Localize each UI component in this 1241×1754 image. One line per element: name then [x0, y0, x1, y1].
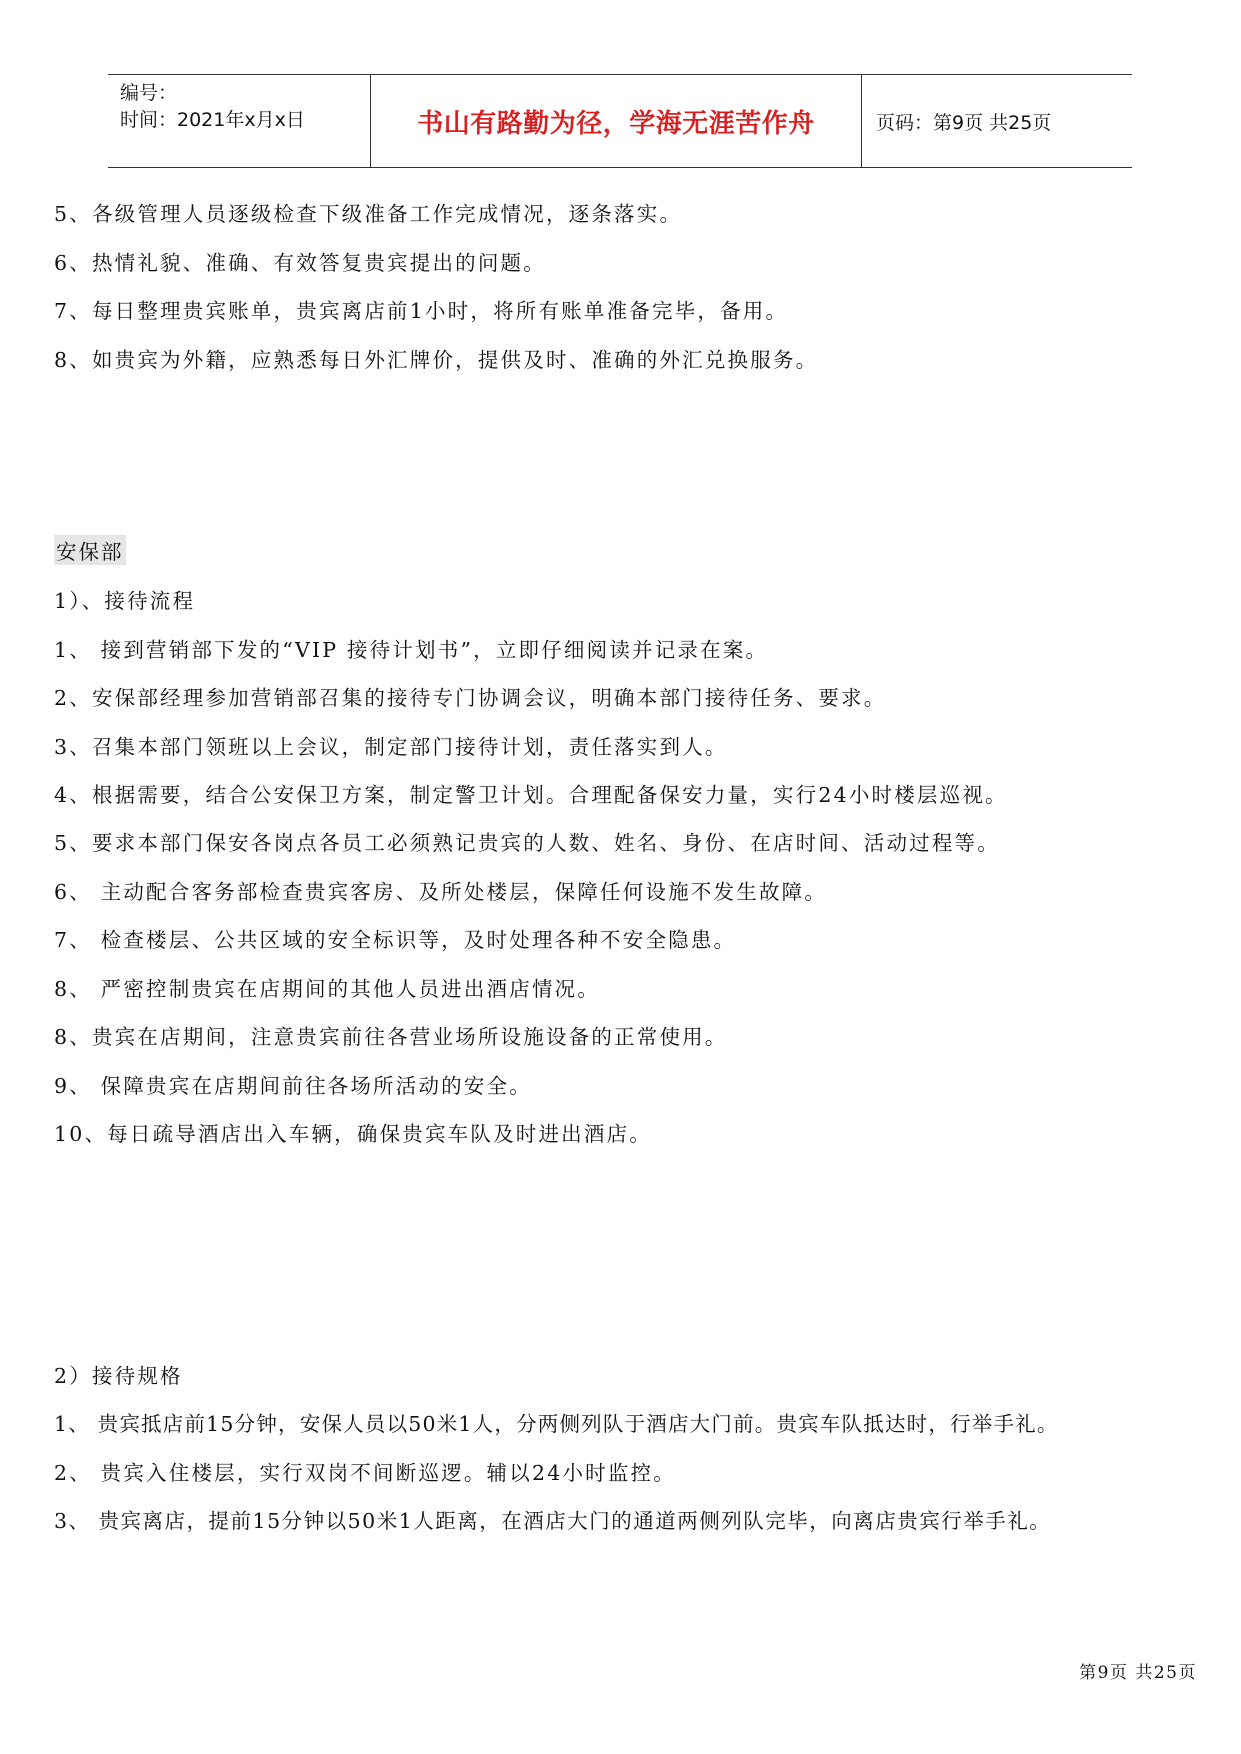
list-item: 7、每日整理贵宾账单，贵宾离店前1小时，将所有账单准备完毕，备用。: [54, 299, 789, 323]
list-item: 5、各级管理人员逐级检查下级准备工作完成情况，逐条落实。: [54, 202, 683, 226]
page-footer: 第9页 共25页: [1079, 1663, 1197, 1683]
list-item: 8、贵宾在店期间，注意贵宾前往各营业场所设施设备的正常使用。: [54, 1025, 728, 1049]
list-item: 7、 检查楼层、公共区域的安全标识等，及时处理各种不安全隐患。: [54, 928, 737, 952]
list-item: 1、 贵宾抵店前15分钟，安保人员以50米1人，分两侧列队于酒店大门前。贵宾车队抵达时，行举手礼。: [54, 1412, 1059, 1436]
list-item: 3、 贵宾离店，提前15分钟以50米1人距离，在酒店大门的通道两侧列队完毕，向离店贵宾行举手礼。: [54, 1509, 1052, 1533]
list-item: 2、安保部经理参加营销部召集的接待专门协调会议，明确本部门接待任务、要求。: [54, 686, 887, 710]
subsection-title: 1）、接待流程: [54, 589, 196, 613]
list-item: 2、 贵宾入住楼层，实行双岗不间断巡逻。辅以24小时监控。: [54, 1461, 676, 1485]
serial-label: 编号：: [120, 82, 178, 104]
motto: 书山有路勤为径，学海无涯苦作舟: [417, 108, 815, 139]
list-item: 5、要求本部门保安各岗点各员工必须熟记贵宾的人数、姓名、身份、在店时间、活动过程等。: [54, 831, 1000, 855]
list-item: 10、每日疏导酒店出入车辆，确保贵宾车队及时进出酒店。: [54, 1122, 652, 1146]
list-item: 8、 严密控制贵宾在店期间的其他人员进出酒店情况。: [54, 977, 601, 1001]
header-info-cell: [108, 75, 371, 167]
header-page-info: 页码：第9页 共25页: [876, 111, 1052, 134]
list-item: 4、根据需要，结合公安保卫方案，制定警卫计划。合理配备保安力量，实行24小时楼层巡视。: [54, 783, 1008, 807]
time-label: 时间：2021年x月x日: [120, 109, 305, 131]
header-motto-cell: [371, 75, 862, 167]
list-item: 8、如贵宾为外籍，应熟悉每日外汇牌价，提供及时、准确的外汇兑换服务。: [54, 348, 819, 372]
list-item: 3、召集本部门领班以上会议，制定部门接待计划，责任落实到人。: [54, 735, 728, 759]
list-item: 1、 接到营销部下发的“VIP 接待计划书”，立即仔细阅读并记录在案。: [54, 638, 769, 662]
list-item: 9、 保障贵宾在店期间前往各场所活动的安全。: [54, 1074, 532, 1098]
section-title: 安保部: [54, 535, 126, 565]
subsection-title: 2）接待规格: [54, 1364, 183, 1388]
page-header: [108, 74, 1132, 168]
header-page-cell: [862, 75, 1132, 167]
list-item: 6、热情礼貌、准确、有效答复贵宾提出的问题。: [54, 251, 546, 275]
list-item: 6、 主动配合客务部检查贵宾客房、及所处楼层，保障任何设施不发生故障。: [54, 880, 828, 904]
